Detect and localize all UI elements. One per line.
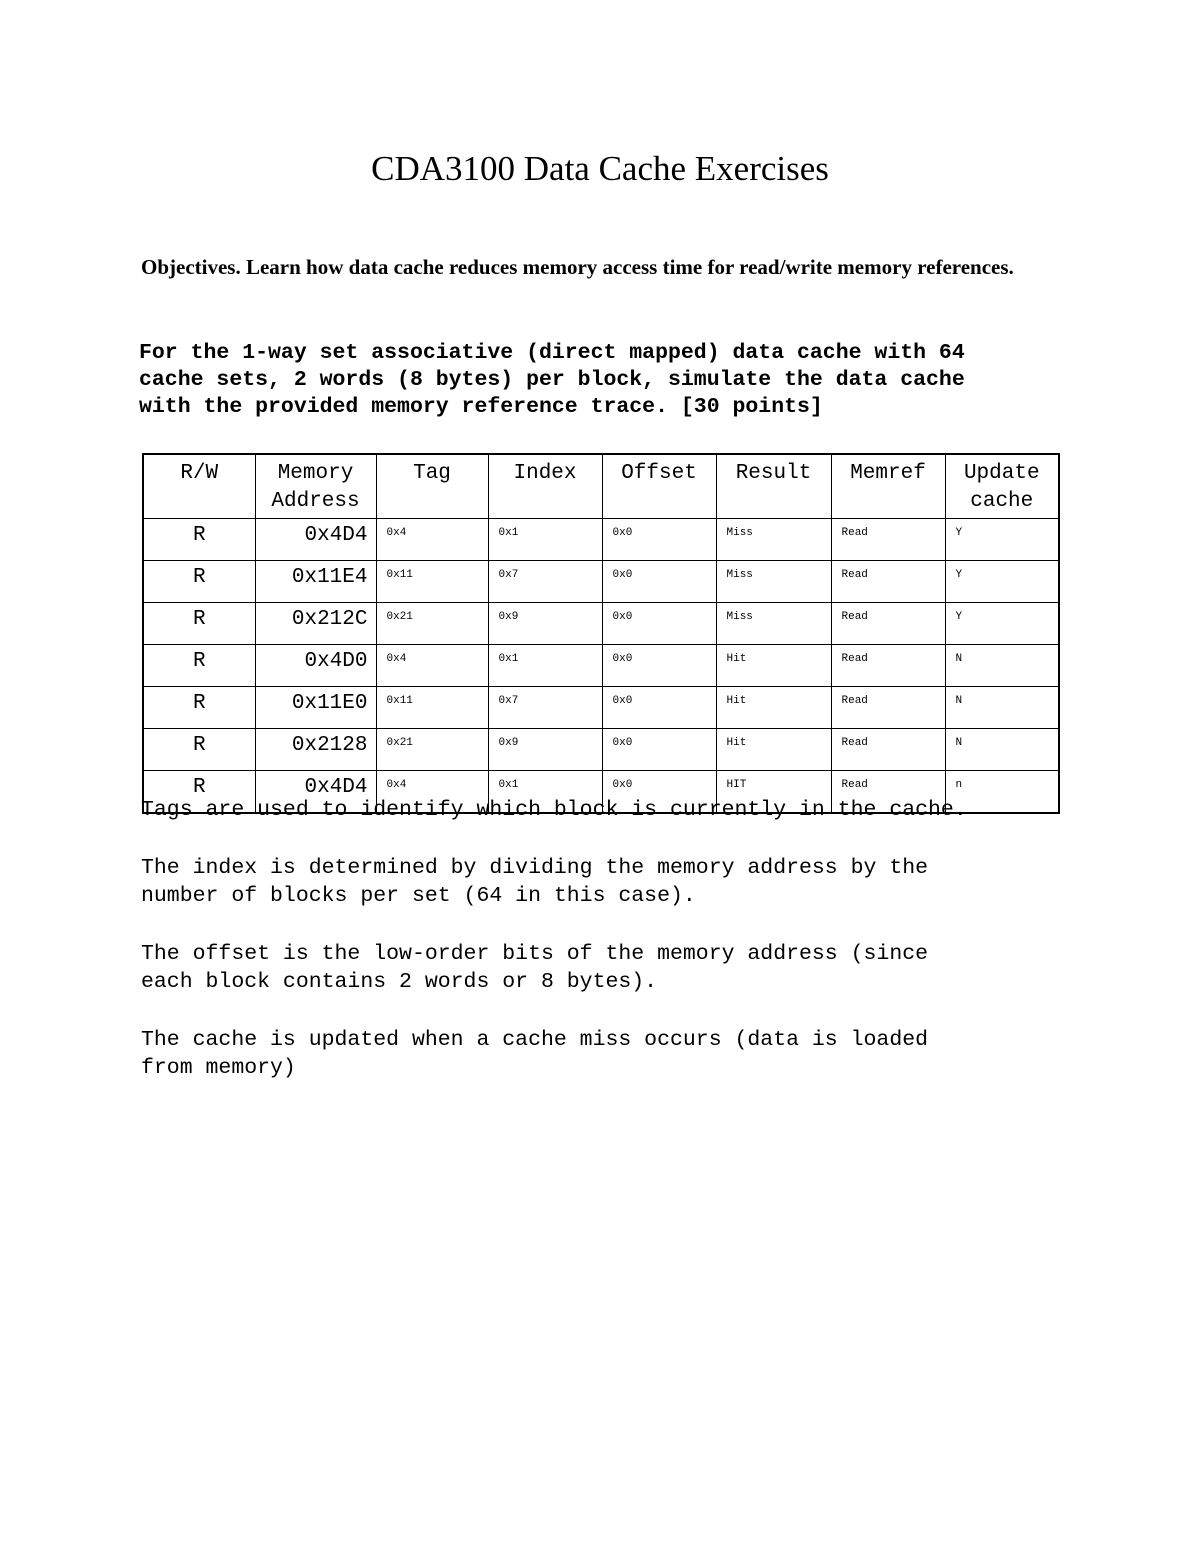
note-index: The index is determined by dividing the memory address by the number of blocks per set (64 in this case). — [141, 856, 929, 908]
cell-tag: 0x4 — [376, 771, 488, 814]
cell-rw: R — [143, 771, 255, 814]
cell-memref: Read — [831, 687, 945, 729]
cell-offset: 0x0 — [602, 519, 716, 561]
cell-offset: 0x0 — [602, 561, 716, 603]
cell-tag: 0x11 — [376, 687, 488, 729]
objectives-text: Objectives. Learn how data cache reduces memory access time for read/write memory references. — [141, 255, 1014, 279]
cell-update-cache: N — [945, 687, 1059, 729]
cell-memory-address: 0x212C — [255, 603, 376, 645]
cell-memref: Read — [831, 771, 945, 814]
table-row — [143, 729, 1059, 771]
cell-memref: Read — [831, 729, 945, 771]
cell-index: 0x7 — [488, 687, 602, 729]
notes-section — [141, 796, 1081, 1112]
cell-offset: 0x0 — [602, 729, 716, 771]
cell-result: Miss — [716, 519, 831, 561]
cell-update-cache: n — [945, 771, 1059, 814]
header-result: Result — [716, 454, 831, 519]
cell-update-cache: N — [945, 645, 1059, 687]
cell-index: 0x1 — [488, 771, 602, 814]
cell-update-cache: Y — [945, 561, 1059, 603]
cell-memory-address: 0x4D4 — [255, 771, 376, 814]
note-tags: Tags are used to identify which block is currently in the cache. — [141, 798, 967, 822]
header-update-cache: Update cache — [945, 454, 1059, 519]
header-memory-address: Memory Address — [255, 454, 376, 519]
header-rw: R/W — [143, 454, 255, 519]
cell-result: Hit — [716, 729, 831, 771]
cache-trace-table — [142, 453, 1060, 814]
cell-tag: 0x4 — [376, 645, 488, 687]
cell-tag: 0x11 — [376, 561, 488, 603]
cell-offset: 0x0 — [602, 645, 716, 687]
cell-result: Miss — [716, 603, 831, 645]
cell-rw: R — [143, 645, 255, 687]
header-offset: Offset — [602, 454, 716, 519]
cell-rw: R — [143, 561, 255, 603]
table-row — [143, 603, 1059, 645]
cell-rw: R — [143, 687, 255, 729]
cell-rw: R — [143, 519, 255, 561]
cell-tag: 0x4 — [376, 519, 488, 561]
cell-memory-address: 0x11E4 — [255, 561, 376, 603]
cell-index: 0x7 — [488, 561, 602, 603]
cell-result: Hit — [716, 687, 831, 729]
note-update: The cache is updated when a cache miss occurs (data is loaded from memory) — [141, 1028, 929, 1080]
note-offset: The offset is the low-order bits of the memory address (since each block contains 2 words or 8 bytes). — [141, 942, 929, 994]
cell-offset: 0x0 — [602, 603, 716, 645]
cell-tag: 0x21 — [376, 729, 488, 771]
cell-index: 0x1 — [488, 519, 602, 561]
cell-update-cache: Y — [945, 519, 1059, 561]
table-row — [143, 561, 1059, 603]
table-row — [143, 519, 1059, 561]
cell-rw: R — [143, 603, 255, 645]
cell-memory-address: 0x4D0 — [255, 645, 376, 687]
cell-index: 0x9 — [488, 729, 602, 771]
instructions-text: For the 1-way set associative (direct mapped) data cache with 64 cache sets, 2 words (8 bytes) per block, simulate the data cache with the provided memory reference trace. [30 points] — [139, 341, 965, 419]
cell-update-cache: Y — [945, 603, 1059, 645]
page-title: CDA3100 Data Cache Exercises — [371, 149, 829, 188]
cell-memory-address: 0x11E0 — [255, 687, 376, 729]
cell-memory-address: 0x4D4 — [255, 519, 376, 561]
cell-rw: R — [143, 729, 255, 771]
cell-memref: Read — [831, 645, 945, 687]
cell-memref: Read — [831, 603, 945, 645]
table-header-row — [143, 454, 1059, 519]
cell-result: HIT — [716, 771, 831, 814]
cell-update-cache: N — [945, 729, 1059, 771]
cell-result: Hit — [716, 645, 831, 687]
cell-memory-address: 0x2128 — [255, 729, 376, 771]
header-memref: Memref — [831, 454, 945, 519]
cell-tag: 0x21 — [376, 603, 488, 645]
table-row — [143, 687, 1059, 729]
cell-index: 0x9 — [488, 603, 602, 645]
header-index: Index — [488, 454, 602, 519]
cell-memref: Read — [831, 519, 945, 561]
cell-offset: 0x0 — [602, 771, 716, 814]
table-row — [143, 645, 1059, 687]
cell-memref: Read — [831, 561, 945, 603]
cell-offset: 0x0 — [602, 687, 716, 729]
header-tag: Tag — [376, 454, 488, 519]
cell-result: Miss — [716, 561, 831, 603]
cell-index: 0x1 — [488, 645, 602, 687]
